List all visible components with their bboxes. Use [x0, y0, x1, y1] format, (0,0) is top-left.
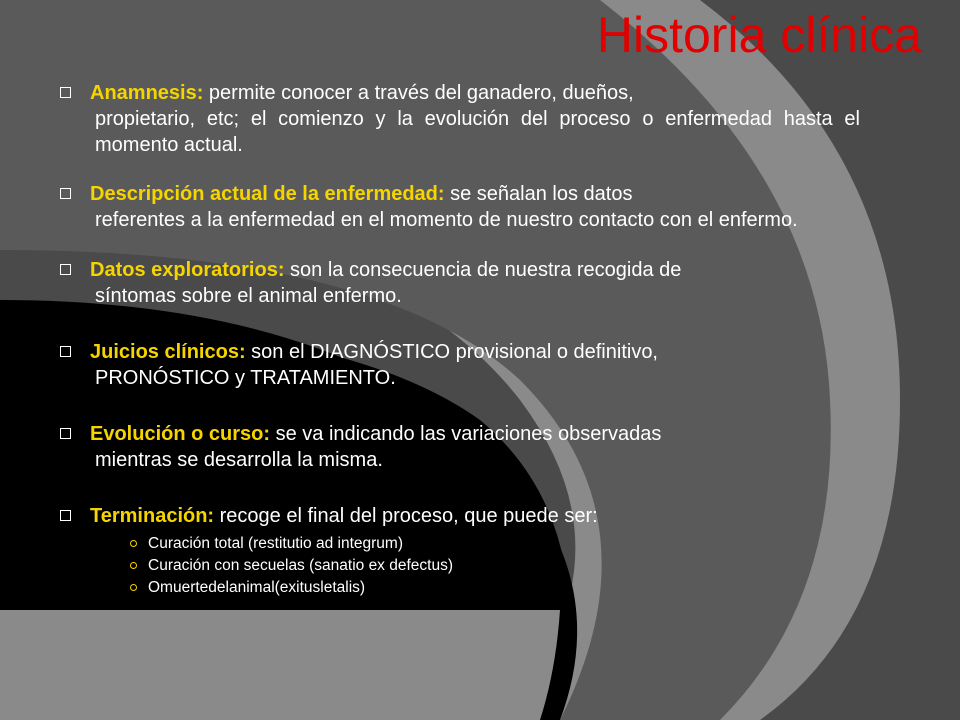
sublist-item-text: Omuertedelanimal(exitusletalis): [148, 579, 366, 596]
item-text: recoge el final del proceso, que puede ser:: [214, 505, 598, 527]
item-heading: Anamnesis:: [90, 82, 204, 104]
item-text: son la consecuencia de nuestra recogida de: [284, 259, 682, 281]
termination-sublist: [90, 533, 860, 599]
item-heading: Terminación:: [90, 505, 215, 527]
item-continuation: propietario, etc; el comienzo y la evolución del proceso o enfermedad hasta el momento actual.: [95, 108, 860, 156]
square-bullet-icon: [60, 510, 71, 521]
item-continuation: síntomas sobre el animal enfermo.: [95, 285, 402, 307]
item-heading: Evolución o curso:: [90, 423, 271, 445]
item-text: se señalan los datos: [444, 183, 633, 205]
ring-bullet-icon: [130, 562, 137, 569]
bullet-item-datos-exploratorios: [60, 257, 860, 309]
bullet-item-juicios-clinicos: [60, 339, 860, 391]
background-bottom-gray-strip: [0, 610, 560, 720]
item-continuation: mientras se desarrolla la misma.: [95, 449, 383, 471]
bullet-item-terminacion: [60, 503, 860, 599]
sublist-item: [130, 533, 860, 555]
square-bullet-icon: [60, 346, 71, 357]
sublist-item-text: Curación total (restitutio ad integrum): [148, 535, 404, 552]
item-heading: Descripción actual de la enfermedad:: [90, 183, 445, 205]
slide-content: [60, 80, 860, 599]
square-bullet-icon: [60, 428, 71, 439]
slide-title: Historia clínica: [596, 7, 922, 63]
item-heading: Datos exploratorios:: [90, 259, 285, 281]
sublist-item-text: Curación con secuelas (sanatio ex defectus): [148, 557, 453, 574]
bullet-item-descripcion: [60, 181, 860, 233]
bullet-item-evolucion: [60, 421, 860, 473]
ring-bullet-icon: [130, 540, 137, 547]
sublist-item: [130, 577, 860, 599]
square-bullet-icon: [60, 188, 71, 199]
square-bullet-icon: [60, 264, 71, 275]
item-continuation: referentes a la enfermedad en el momento de nuestro contacto con el enfermo.: [95, 209, 798, 231]
item-continuation: PRONÓSTICO y TRATAMIENTO.: [95, 367, 396, 389]
item-text: permite conocer a través del ganadero, dueños,: [203, 82, 634, 104]
bullet-item-anamnesis: [60, 80, 860, 158]
item-text: se va indicando las variaciones observadas: [270, 423, 662, 445]
item-text: son el DIAGNÓSTICO provisional o definitivo,: [245, 341, 658, 363]
ring-bullet-icon: [130, 584, 137, 591]
square-bullet-icon: [60, 87, 71, 98]
sublist-item: [130, 555, 860, 577]
item-heading: Juicios clínicos:: [90, 341, 246, 363]
